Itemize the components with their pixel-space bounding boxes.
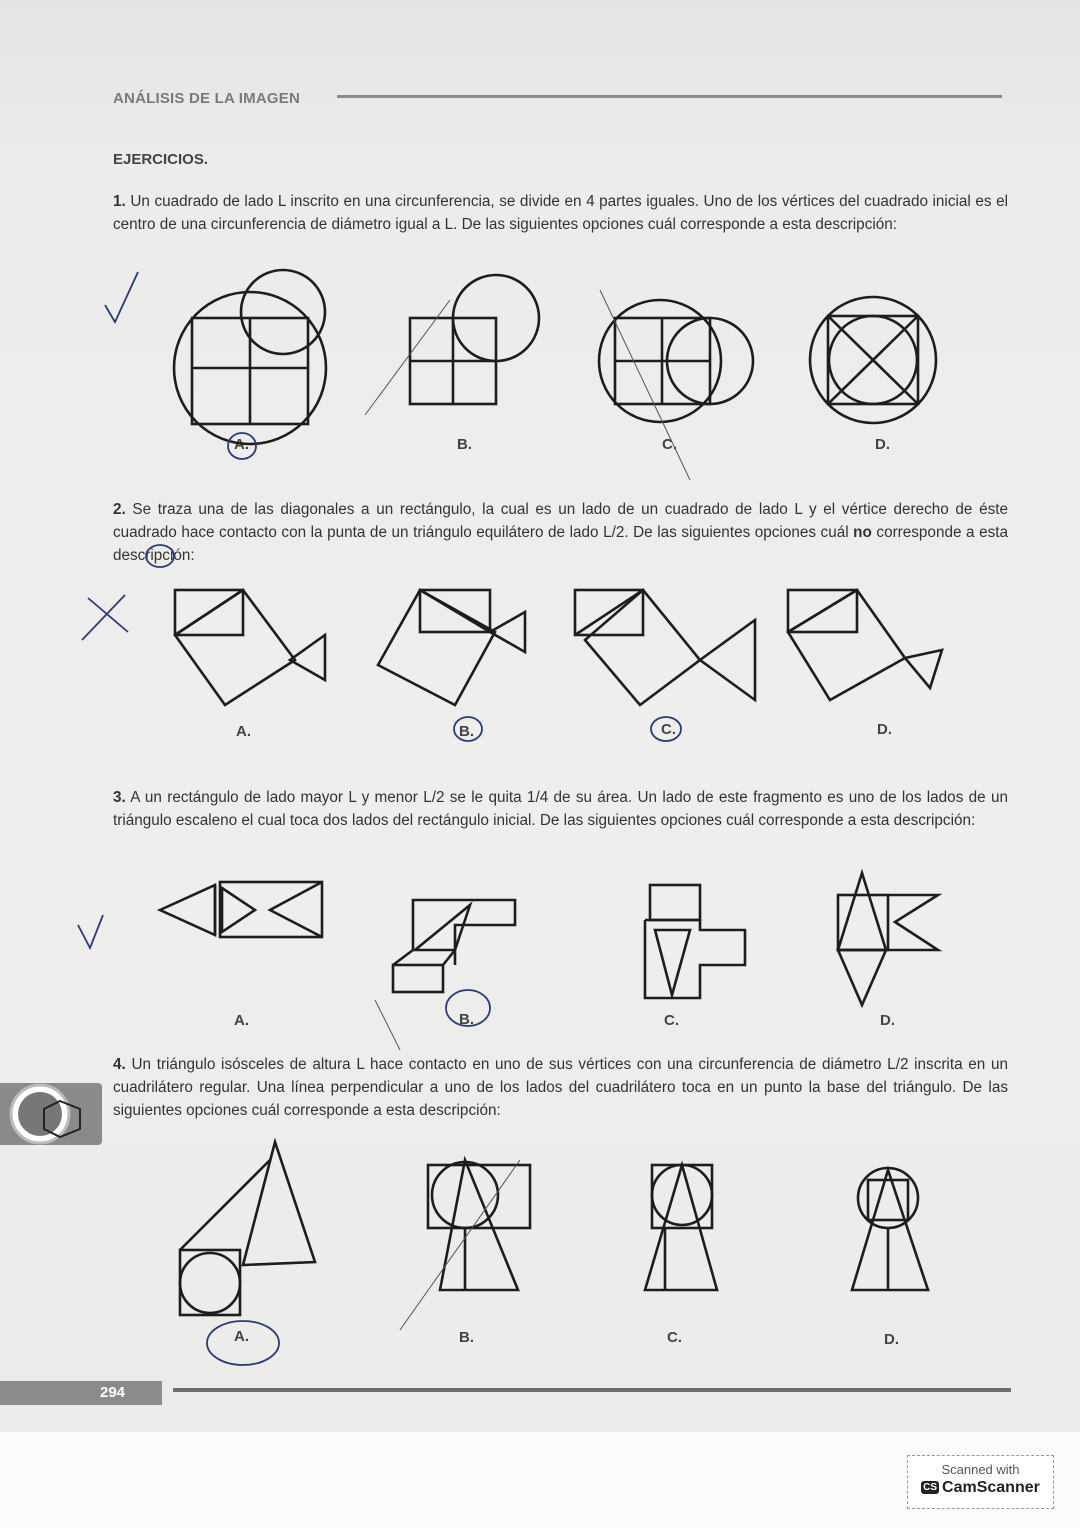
handwritten-marks xyxy=(78,272,681,1365)
circle-mark-q1a xyxy=(228,433,256,459)
q4-figure-b xyxy=(428,1160,530,1290)
camscanner-badge xyxy=(907,1455,1054,1509)
q4-option-c[interactable]: C. xyxy=(667,1329,682,1346)
camscanner-label: CamScanner xyxy=(942,1479,1040,1496)
q4-figure-a xyxy=(180,1142,315,1315)
q2-option-b[interactable]: B. xyxy=(459,723,474,740)
q1-figure-c xyxy=(599,300,753,422)
q1-option-b[interactable]: B. xyxy=(457,436,472,453)
q3-figure-c xyxy=(645,885,745,998)
exercises-title: EJERCICIOS. xyxy=(113,151,209,168)
scanned-with-label: Scanned with xyxy=(941,1462,1020,1477)
q3-option-b[interactable]: B. xyxy=(459,1011,474,1028)
book-logo xyxy=(0,1083,102,1145)
question-3: 3. A un rectángulo de lado mayor L y menor L/2 se le quita 1/4 de su área. Un lado de este fragmento es uno de los lados de un triángulo escaleno el cual toca dos lados del rectángulo inicial. De las siguientes opciones cuál corresponde a esta descripción: xyxy=(113,789,1008,829)
q1-option-d[interactable]: D. xyxy=(875,436,890,453)
q2-figure-a xyxy=(175,590,325,705)
q2-figure-c xyxy=(575,590,755,705)
q3-option-d[interactable]: D. xyxy=(880,1012,895,1029)
q4-option-b[interactable]: B. xyxy=(459,1329,474,1346)
page-number-bar xyxy=(0,1381,162,1405)
q3-option-c[interactable]: C. xyxy=(664,1012,679,1029)
question-4: 4. Un triángulo isósceles de altura L hace contacto en uno de sus vértices con una circunferencia de diámetro L/2 inscrita en un cuadrilátero regular. Una línea perpendicular a uno de los lados del cuadrilátero toca en un punto la base del triángulo. De las siguientes opciones cuál corresponde a esta descripción: xyxy=(113,1056,1008,1119)
checkmark-icon xyxy=(105,272,138,322)
brain-cube-icon xyxy=(0,1083,102,1145)
emphasis-no: no xyxy=(853,524,872,541)
circle-mark-no xyxy=(146,545,174,567)
q1-option-a[interactable]: A. xyxy=(234,436,249,453)
q3-option-a[interactable]: A. xyxy=(234,1012,249,1029)
pencil-marks xyxy=(365,290,690,1330)
q4-figure-c xyxy=(645,1165,717,1290)
q2-figure-b xyxy=(378,590,525,705)
q2-figure-d xyxy=(788,590,942,700)
camscanner-logo-icon: CS xyxy=(923,1482,938,1493)
page-number: 294 xyxy=(100,1384,126,1401)
q1-figure-b xyxy=(410,275,539,404)
question-1: 1. Un cuadrado de lado L inscrito en una circunferencia, se divide en 4 partes iguales. Uno de los vértices del cuadrado inicial es el centro de una circunferencia de diámetro igual a L. De las siguientes opciones cuál corresponde a esta descripción: xyxy=(113,193,1008,233)
question-2: 2. Se traza una de las diagonales a un rectángulo, la cual es un lado de un cuadrado de lado L y el vértice derecho de éste cuadrado hace contacto con la punta de un triángulo equilátero de lado L/2. De las siguientes opciones cuál no corresponde a esta descripción: xyxy=(113,501,1008,564)
q2-option-a[interactable]: A. xyxy=(236,723,251,740)
checkmark-icon xyxy=(78,915,103,948)
footer-rule xyxy=(173,1388,1011,1392)
q1-figure-d xyxy=(810,297,936,423)
q4-option-d[interactable]: D. xyxy=(884,1331,899,1348)
x-mark-icon xyxy=(82,595,128,640)
q1-figure-a xyxy=(174,270,326,444)
q2-option-d[interactable]: D. xyxy=(877,721,892,738)
q2-option-c[interactable]: C. xyxy=(661,721,676,738)
section-title: ANÁLISIS DE LA IMAGEN xyxy=(113,90,300,107)
circle-mark-q2b xyxy=(454,717,482,741)
q3-figure-d xyxy=(838,873,938,1005)
q3-figure-b xyxy=(393,900,515,992)
q3-figure-a xyxy=(160,882,322,937)
circle-mark-q4a xyxy=(207,1321,279,1365)
circle-mark-q3b xyxy=(446,990,490,1026)
circle-mark-q2c xyxy=(651,717,681,741)
q4-figure-d xyxy=(852,1168,928,1290)
q1-option-c[interactable]: C. xyxy=(662,436,677,453)
q4-option-a[interactable]: A. xyxy=(234,1328,249,1345)
